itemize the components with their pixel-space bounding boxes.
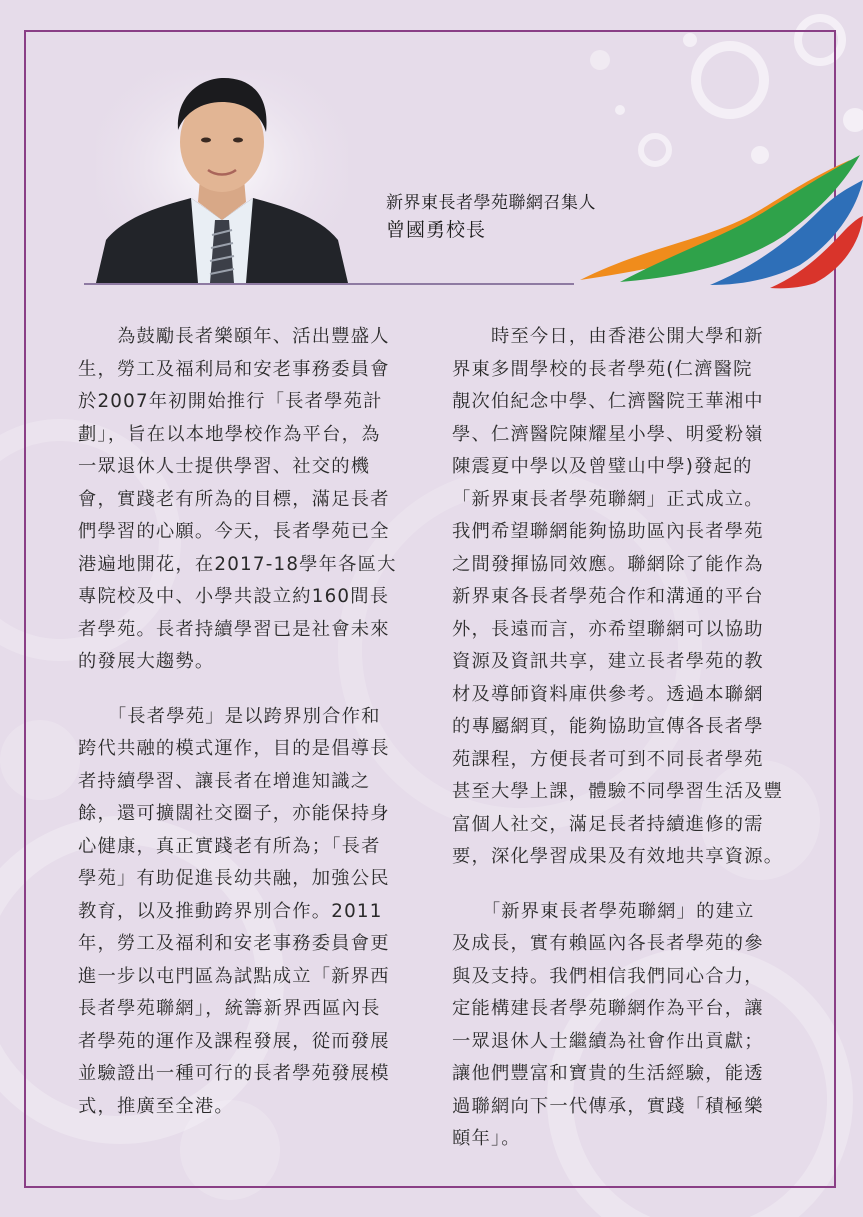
- paragraph: [452, 321, 782, 874]
- text-line: 資源及資訊共享，建立長者學苑的教: [452, 651, 764, 672]
- text-line: 的發展大趨勢。: [78, 651, 215, 672]
- text-line: 的專屬網頁，能夠協助宣傳各長者學: [452, 716, 764, 737]
- text-line: 教育，以及推動跨界別合作。2011: [78, 900, 383, 922]
- right-column: [452, 321, 782, 1178]
- text-line: 靚次伯紀念中學、仁濟醫院王華湘中: [452, 391, 764, 412]
- text-line: 式，推廣至全港。: [78, 1095, 234, 1117]
- text-line: 進一步以屯門區為試點成立「新界西: [78, 965, 390, 987]
- paragraph: [452, 896, 782, 1156]
- speaker-title-block: [386, 192, 596, 243]
- text-line: 要，深化學習成果及有效地共享資源。: [452, 846, 784, 867]
- text-line: 者學苑。長者持續學習已是社會未來: [78, 618, 390, 640]
- text-line: 專院校及中、小學共設立約160間長: [78, 586, 390, 607]
- text-line: 外，長遠而言，亦希望聯網可以協助: [452, 618, 764, 640]
- header-divider: [84, 283, 574, 285]
- text-line: 一眾退休人士提供學習、社交的機: [78, 456, 371, 477]
- text-line: 跨代共融的模式運作，目的是倡導長: [78, 738, 390, 759]
- text-line: 生，勞工及福利局和安老事務委員會: [78, 358, 390, 380]
- speaker-role: 新界東長者學苑聯網召集人: [386, 193, 596, 213]
- text-line: 「新界東長者學苑聯網」正式成立。: [452, 488, 764, 510]
- swoosh-logo-icon: [560, 150, 863, 290]
- text-line: 我們希望聯網能夠協助區內長者學苑: [452, 521, 764, 542]
- text-line: 會，實踐老有所為的目標，滿足長者: [78, 488, 390, 510]
- text-line: 長者學苑聯網」，統籌新界西區內長: [78, 998, 381, 1019]
- text-line: 讓他們豐富和寶貴的生活經驗，能透: [452, 1063, 764, 1084]
- text-line: 「長者學苑」是以跨界別合作和: [78, 705, 381, 727]
- text-line: 者學苑的運作及課程發展，從而發展: [78, 1030, 390, 1052]
- text-line: 及成長，實有賴區內各長者學苑的參: [452, 933, 764, 954]
- text-line: 於2007年初開始推行「長者學苑計: [78, 391, 383, 412]
- text-line: 富個人社交，滿足長者持續進修的需: [452, 813, 764, 835]
- text-line: 者持續學習、讓長者在增進知識之: [78, 770, 371, 792]
- text-line: 學、仁濟醫院陳耀星小學、明愛粉嶺: [452, 423, 764, 445]
- text-line: 餘，還可擴闊社交圈子，亦能保持身: [78, 803, 390, 824]
- text-line: 過聯網向下一代傳承，實踐「積極樂: [452, 1095, 764, 1117]
- text-line: 甚至大學上課，體驗不同學習生活及豐: [452, 781, 784, 802]
- text-line: 之間發揮協同效應。聯網除了能作為: [452, 553, 764, 575]
- text-line: 頤年」。: [452, 1128, 521, 1149]
- text-line: 「新界東長者學苑聯網」的建立: [452, 900, 755, 922]
- paragraph: [78, 701, 408, 1124]
- text-line: 一眾退休人士繼續為社會作出貢獻；: [452, 1030, 764, 1052]
- text-line: 年，勞工及福利和安老事務委員會更: [78, 933, 390, 954]
- text-line: 並驗證出一種可行的長者學苑發展模: [78, 1063, 390, 1084]
- text-line: 陳震夏中學以及曾璧山中學)發起的: [452, 456, 753, 477]
- text-line: 心健康，真正實踐老有所為；「長者: [78, 835, 381, 857]
- text-line: 新界東各長者學苑合作和溝通的平台: [452, 586, 764, 607]
- text-line: 港遍地開花，在2017-18學年各區大: [78, 553, 397, 575]
- text-line: 為鼓勵長者樂頤年、活出豐盛人: [78, 326, 390, 347]
- text-line: 時至今日，由香港公開大學和新: [452, 326, 764, 347]
- text-line: 們學習的心願。今天，長者學苑已全: [78, 521, 390, 542]
- portrait-photo: [96, 70, 348, 283]
- text-line: 苑課程，方便長者可到不同長者學苑: [452, 748, 764, 770]
- text-line: 與及支持。我們相信我們同心合力，: [452, 965, 764, 987]
- text-line: 定能構建長者學苑聯網作為平台，讓: [452, 998, 764, 1019]
- speaker-name: 曾國勇校長: [386, 219, 487, 241]
- left-column: [78, 321, 408, 1145]
- text-line: 劃」，旨在以本地學校作為平台，為: [78, 423, 381, 445]
- text-line: 學苑」有助促進長幼共融，加強公民: [78, 868, 390, 889]
- paragraph: [78, 321, 408, 679]
- text-line: 界東多間學校的長者學苑(仁濟醫院: [452, 358, 753, 380]
- text-line: 材及導師資料庫供參考。透過本聯網: [452, 683, 764, 705]
